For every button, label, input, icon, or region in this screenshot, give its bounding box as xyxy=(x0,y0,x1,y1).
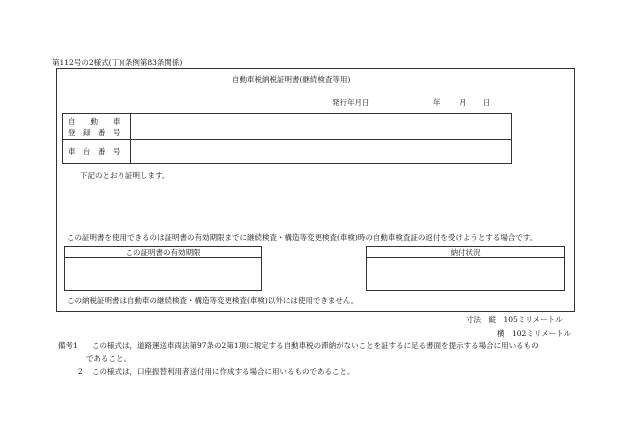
validity-box-label: この証明書の有効期限 xyxy=(125,248,201,257)
validity-box-divider xyxy=(64,257,262,258)
year-label: 年 xyxy=(433,98,441,107)
dimension-height: 寸法 縦 105ミリメートル xyxy=(466,315,563,324)
month-label: 月 xyxy=(459,98,467,107)
remark-item1-line1: この様式は，道路運送車両法第97条の2第1項に規定する自動車税の滞納がないことを証するに足る書面を提示する場合に用いるもの xyxy=(92,341,539,350)
remark-item1-line2: であること。 xyxy=(86,354,131,363)
certificate-title: 自動車税納税証明書(継続検査等用) xyxy=(232,75,351,84)
day-label: 日 xyxy=(483,98,491,107)
remarks-label: 備考1 xyxy=(58,341,78,350)
remark-item2-text: この様式は，口座振替利用者送付用に作成する場合に用いるものであること。 xyxy=(92,367,355,376)
payment-box-label: 納付状況 xyxy=(450,248,481,257)
vehicle-reg-label-line1: 自 動 車 xyxy=(68,117,121,126)
certify-text: 下記のとおり証明します。 xyxy=(80,171,170,180)
remark-item2-number: 2 xyxy=(78,367,83,376)
chassis-number-label: 車 台 番 号 xyxy=(68,147,121,156)
usage-notice: この納税証明書は自動車の継続検査・構造等変更検査(車検)以外には使用できません。 xyxy=(67,296,359,305)
vehicle-reg-label-line2: 登 録 番 号 xyxy=(68,128,121,137)
issue-date-label: 発行年月日 xyxy=(332,98,370,107)
payment-box-divider xyxy=(366,257,565,258)
form-number: 第112号の2様式(丁)(条例第83条関係) xyxy=(52,58,183,67)
validity-notice: この証明書を使用できるのは証明書の有効期限までに継続検査・構造等変更検査(車検)時の自動車検査証の返付を受けようとする場合です。 xyxy=(67,233,538,242)
dimension-width: 横 102ミリメートル xyxy=(497,329,572,338)
table-divider-vertical xyxy=(130,113,131,164)
